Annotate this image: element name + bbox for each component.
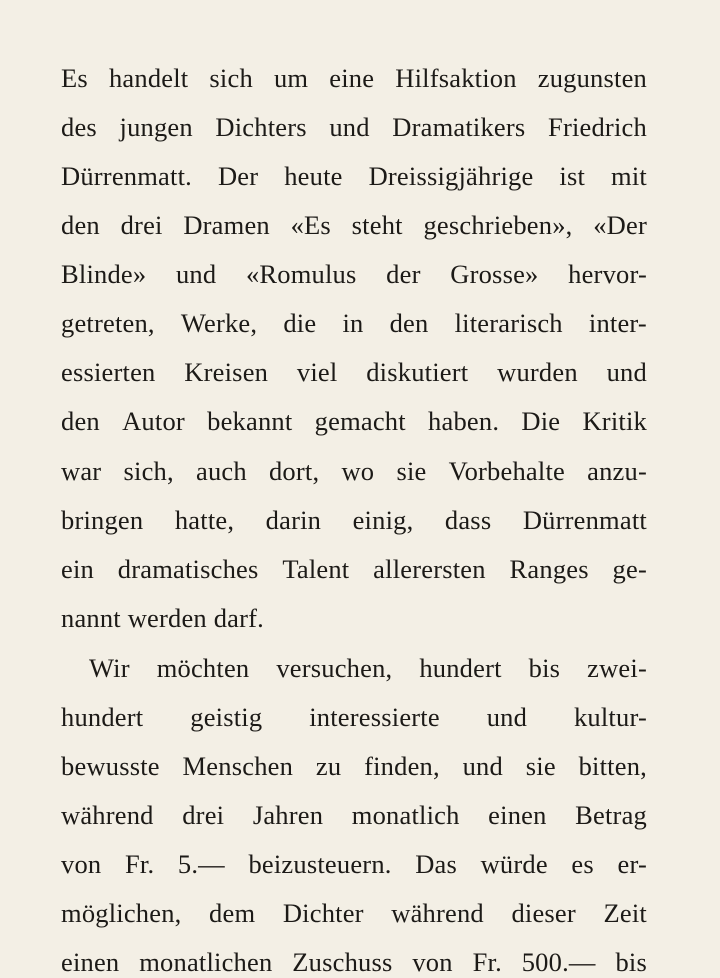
word: der — [386, 259, 421, 289]
word: handelt — [108, 63, 189, 93]
word: 500.— — [521, 947, 596, 977]
word: versuchen, — [276, 653, 393, 683]
word: Dramen — [183, 210, 270, 240]
word: den — [389, 308, 429, 338]
word: bekannt — [207, 406, 293, 436]
word: Blinde» — [61, 259, 147, 289]
word: bitten, — [578, 751, 647, 781]
text-line — [61, 946, 647, 978]
text-line — [61, 455, 647, 487]
word: hundert — [61, 702, 144, 732]
text-line: nannt werden darf. — [61, 603, 264, 633]
word: geschrieben», — [423, 210, 573, 240]
word: möglichen, — [61, 898, 182, 928]
word: Hilfsaktion — [395, 63, 517, 93]
text-line — [61, 356, 647, 388]
word: und — [329, 112, 370, 142]
word: Talent — [282, 554, 350, 584]
text-line — [61, 62, 647, 94]
word: sich — [209, 63, 253, 93]
word: einig, — [352, 505, 414, 535]
word: dass — [444, 505, 492, 535]
text-line — [89, 652, 647, 684]
word: einen — [61, 947, 120, 977]
word: er- — [617, 849, 647, 879]
word: den — [61, 406, 100, 436]
text-line — [61, 307, 647, 339]
word: bewusste — [61, 751, 160, 781]
word: bringen — [61, 505, 144, 535]
word: «Es — [290, 210, 331, 240]
word: viel — [296, 357, 338, 387]
word: Wir — [89, 653, 130, 683]
word: ge- — [612, 554, 647, 584]
text-line — [61, 701, 647, 733]
word: und — [462, 751, 503, 781]
word: und — [486, 702, 528, 732]
word: dort, — [268, 456, 320, 486]
word: Dürrenmatt — [522, 505, 647, 535]
word: anzu- — [587, 456, 647, 486]
text-line — [61, 160, 647, 192]
text-line — [61, 553, 647, 585]
word: allerersten — [373, 554, 486, 584]
word: einen — [488, 800, 547, 830]
word: und — [606, 357, 647, 387]
word: Dichters — [215, 112, 307, 142]
word: um — [273, 63, 309, 93]
word: Menschen — [182, 751, 294, 781]
word: bis — [528, 653, 561, 683]
word: Der — [217, 161, 259, 191]
word: kultur- — [573, 702, 647, 732]
word: Ranges — [509, 554, 589, 584]
word: getreten, — [61, 308, 155, 338]
word: monatlichen — [139, 947, 273, 977]
word: Die — [521, 406, 561, 436]
word: gemacht — [314, 406, 406, 436]
word: des — [61, 112, 97, 142]
word: interessierte — [309, 702, 440, 732]
word: zugunsten — [537, 63, 647, 93]
word: möchten — [156, 653, 250, 683]
word: finden, — [364, 751, 440, 781]
word: Fr. — [472, 947, 502, 977]
word: hundert — [419, 653, 502, 683]
word: monatlich — [351, 800, 460, 830]
word: von — [412, 947, 453, 977]
word: heute — [284, 161, 343, 191]
word: sich, — [123, 456, 174, 486]
word: von — [61, 849, 102, 879]
word: Betrag — [575, 800, 647, 830]
word: Dürrenmatt. — [61, 161, 192, 191]
word: ein — [61, 554, 94, 584]
word: auch — [195, 456, 247, 486]
text-line — [61, 209, 647, 241]
word: darin — [265, 505, 322, 535]
word: inter- — [588, 308, 647, 338]
word: beizusteuern. — [248, 849, 392, 879]
word: geistig — [190, 702, 263, 732]
word: dramatisches — [117, 554, 259, 584]
text-line — [61, 750, 647, 782]
word: bis — [615, 947, 647, 977]
word: würde — [480, 849, 548, 879]
word: sie — [396, 456, 427, 486]
word: wurden — [497, 357, 578, 387]
word: Friedrich — [548, 112, 647, 142]
word: Autor — [122, 406, 185, 436]
word: Zuschuss — [292, 947, 393, 977]
word: Grosse» — [450, 259, 539, 289]
word: «Der — [593, 210, 647, 240]
text-line — [61, 848, 647, 880]
word: Vorbehalte — [448, 456, 565, 486]
word: Fr. — [124, 849, 155, 879]
word: drei — [120, 210, 163, 240]
word: steht — [351, 210, 403, 240]
word: Dramatikers — [392, 112, 526, 142]
word: Kritik — [582, 406, 647, 436]
word: zwei- — [587, 653, 647, 683]
word: die — [283, 308, 317, 338]
text-line — [61, 111, 647, 143]
word: den — [61, 210, 100, 240]
word: 5.— — [177, 849, 225, 879]
word: und — [175, 259, 217, 289]
word: literarisch — [454, 308, 563, 338]
word: wo — [341, 456, 375, 486]
word: Dichter — [282, 898, 364, 928]
word: drei — [182, 800, 225, 830]
word: hervor- — [568, 259, 647, 289]
text-line — [61, 258, 647, 290]
word: zu — [315, 751, 342, 781]
word: Zeit — [603, 898, 647, 928]
word: während — [391, 898, 484, 928]
word: Es — [61, 63, 88, 93]
word: dieser — [511, 898, 576, 928]
word: Das — [415, 849, 457, 879]
text-line — [61, 799, 647, 831]
word: Kreisen — [184, 357, 269, 387]
word: während — [61, 800, 154, 830]
word: es — [571, 849, 594, 879]
word: ist — [559, 161, 586, 191]
word: Dreissigjährige — [368, 161, 534, 191]
word: mit — [611, 161, 647, 191]
word: Jahren — [252, 800, 324, 830]
word: jungen — [119, 112, 193, 142]
word: Werke, — [180, 308, 258, 338]
word: war — [61, 456, 102, 486]
word: essierten — [61, 357, 156, 387]
word: sie — [525, 751, 556, 781]
text-line — [61, 897, 647, 929]
word: in — [342, 308, 364, 338]
word: diskutiert — [366, 357, 469, 387]
word: eine — [329, 63, 375, 93]
word: «Romulus — [245, 259, 357, 289]
word: hatte, — [174, 505, 235, 535]
word: haben. — [428, 406, 500, 436]
text-line — [61, 405, 647, 437]
word: dem — [209, 898, 256, 928]
text-line — [61, 504, 647, 536]
